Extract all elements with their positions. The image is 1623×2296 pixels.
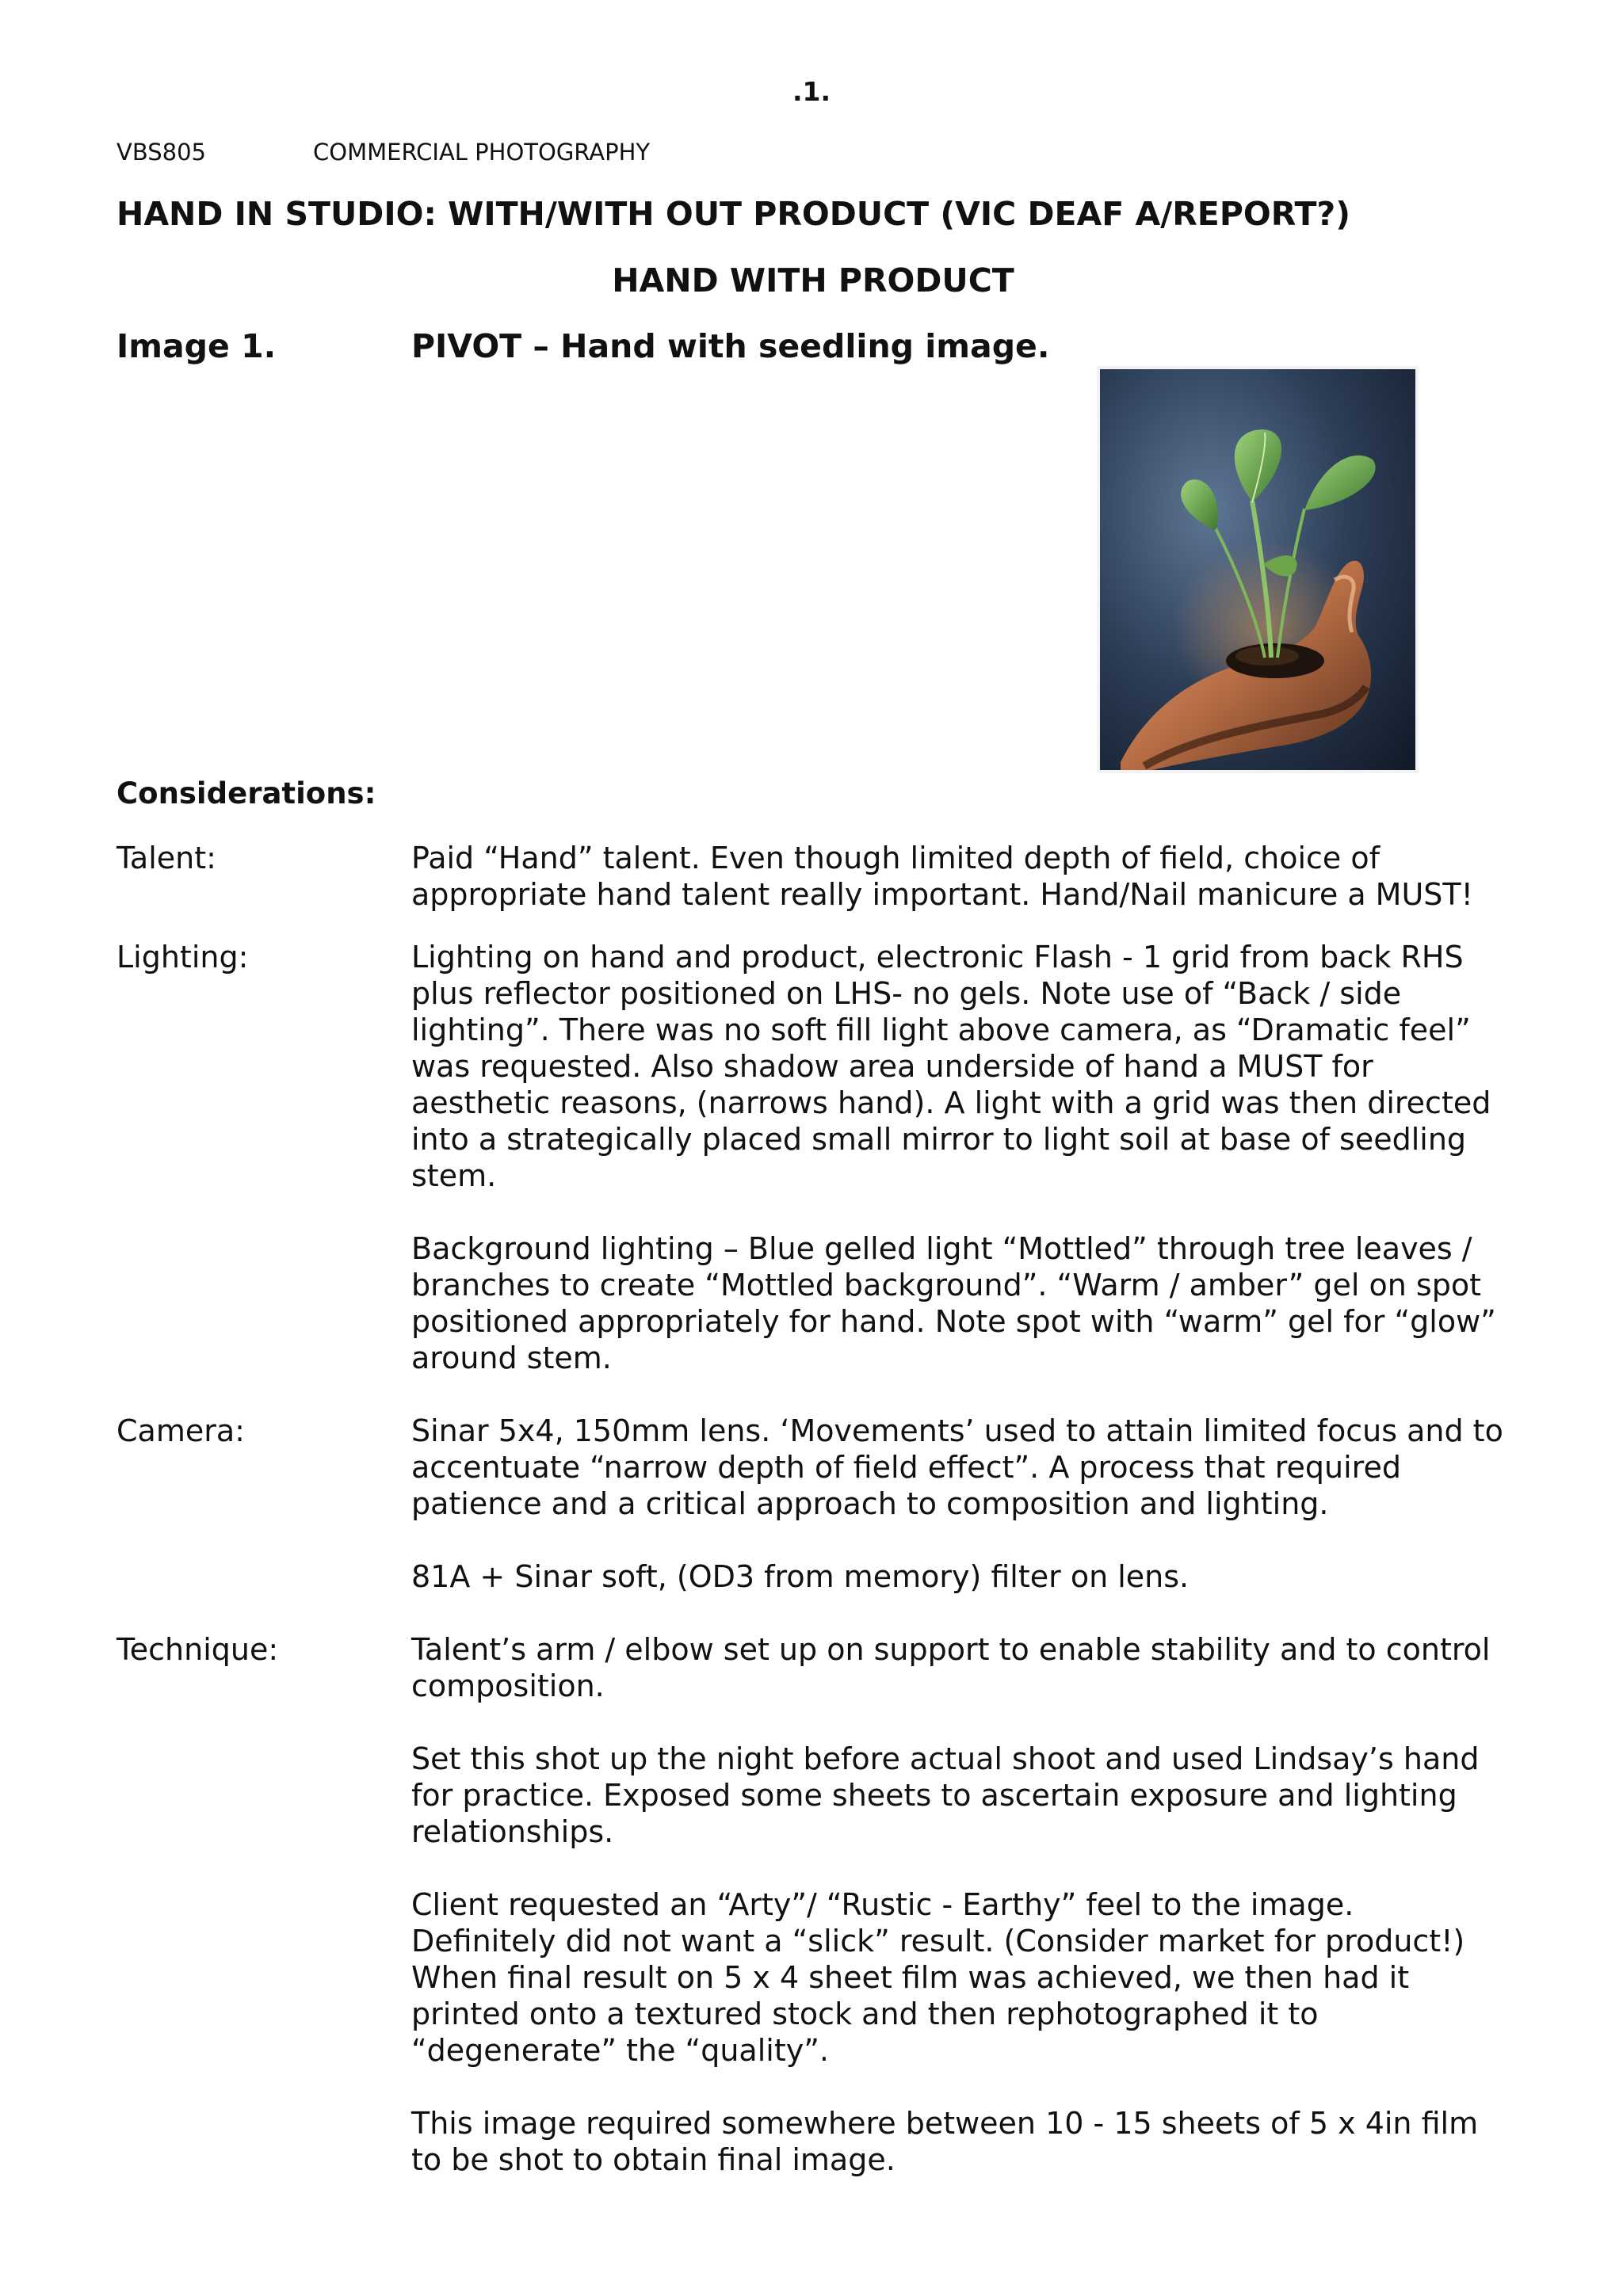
considerations-heading: Considerations: [116, 776, 376, 810]
page-number: .1. [792, 76, 831, 107]
document-title: HAND IN STUDIO: WITH/WITH OUT PRODUCT (VIC DEAF A/REPORT?) [116, 195, 1350, 233]
text-line: Paid “Hand” talent. Even though limited depth of field, choice of [411, 841, 1380, 875]
text-line: branches to create “Mottled background”. “Warm / amber” gel on spot [411, 1268, 1481, 1302]
text-line: aesthetic reasons, (narrows hand). A light with a grid was then directed [411, 1085, 1491, 1120]
text-line: for practice. Exposed some sheets to ascertain exposure and lighting [411, 1778, 1457, 1813]
text-line: appropriate hand talent really important. Hand/Nail manicure a MUST! [411, 877, 1473, 912]
text-line: accentuate “narrow depth of field effect”. A process that required [411, 1450, 1401, 1485]
text-line: When final result on 5 x 4 sheet film was achieved, we then had it [411, 1960, 1410, 1995]
text-line: Talent’s arm / elbow set up on support to enable stability and to control [411, 1632, 1491, 1667]
camera-text [411, 1413, 1521, 1522]
text-line: This image required somewhere between 10 - 15 sheets of 5 x 4in film [411, 2106, 1479, 2141]
lighting-text [411, 939, 1521, 1194]
camera-label: Camera: [116, 1413, 245, 1448]
text-line: around stem. [411, 1341, 612, 1375]
image-title: PIVOT – Hand with seedling image. [411, 327, 1050, 365]
text-line: patience and a critical approach to composition and lighting. [411, 1486, 1329, 1521]
text-line: into a strategically placed small mirror to light soil at base of seedling [411, 1122, 1467, 1157]
text-line: “degenerate” the “quality”. [411, 2033, 829, 2068]
talent-label: Talent: [116, 841, 216, 875]
text-line: was requested. Also shadow area underside of hand a MUST for [411, 1049, 1373, 1084]
text-line: positioned appropriately for hand. Note spot with “warm” gel for “glow” [411, 1304, 1496, 1339]
text-line: Sinar 5x4, 150mm lens. ‘Movements’ used to attain limited focus and to [411, 1413, 1503, 1448]
text-line: Set this shot up the night before actual shoot and used Lindsay’s hand [411, 1741, 1480, 1776]
image-label: Image 1. [116, 327, 277, 365]
text-line: to be shot to obtain final image. [411, 2142, 896, 2177]
text-line: Background lighting – Blue gelled light “Mottled” through tree leaves / [411, 1231, 1472, 1266]
document-subtitle: HAND WITH PRODUCT [612, 261, 1014, 299]
talent-text [411, 840, 1521, 913]
text-line: stem. [411, 1158, 497, 1193]
technique-text [411, 1631, 1521, 1704]
text-line: relationships. [411, 1814, 614, 1849]
text-line: printed onto a textured stock and then rephotographed it to [411, 1997, 1319, 2031]
technique-practice-text [411, 1741, 1521, 1850]
technique-label: Technique: [116, 1632, 279, 1667]
course-code: VBS805 [116, 139, 206, 166]
course-name: COMMERCIAL PHOTOGRAPHY [313, 139, 651, 166]
technique-sheets-text [411, 2105, 1521, 2178]
text-line: 81A + Sinar soft, (OD3 from memory) filter on lens. [411, 1559, 1190, 1594]
lighting-label: Lighting: [116, 940, 249, 974]
hand-with-seedling-photo [1097, 366, 1419, 773]
text-line: lighting”. There was no soft fill light above camera, as “Dramatic feel” [411, 1013, 1471, 1047]
text-line: Client requested an “Arty”/ “Rustic - Earthy” feel to the image. [411, 1887, 1354, 1922]
technique-client-text [411, 1886, 1521, 2069]
lighting-background-text [411, 1230, 1521, 1376]
text-line: Definitely did not want a “slick” result. (Consider market for product!) [411, 1924, 1465, 1958]
text-line: Lighting on hand and product, electronic Flash - 1 grid from back RHS [411, 940, 1464, 974]
text-line: composition. [411, 1669, 605, 1703]
text-line: plus reflector positioned on LHS- no gels. Note use of “Back / side [411, 976, 1402, 1011]
camera-filter-text [411, 1558, 1521, 1595]
